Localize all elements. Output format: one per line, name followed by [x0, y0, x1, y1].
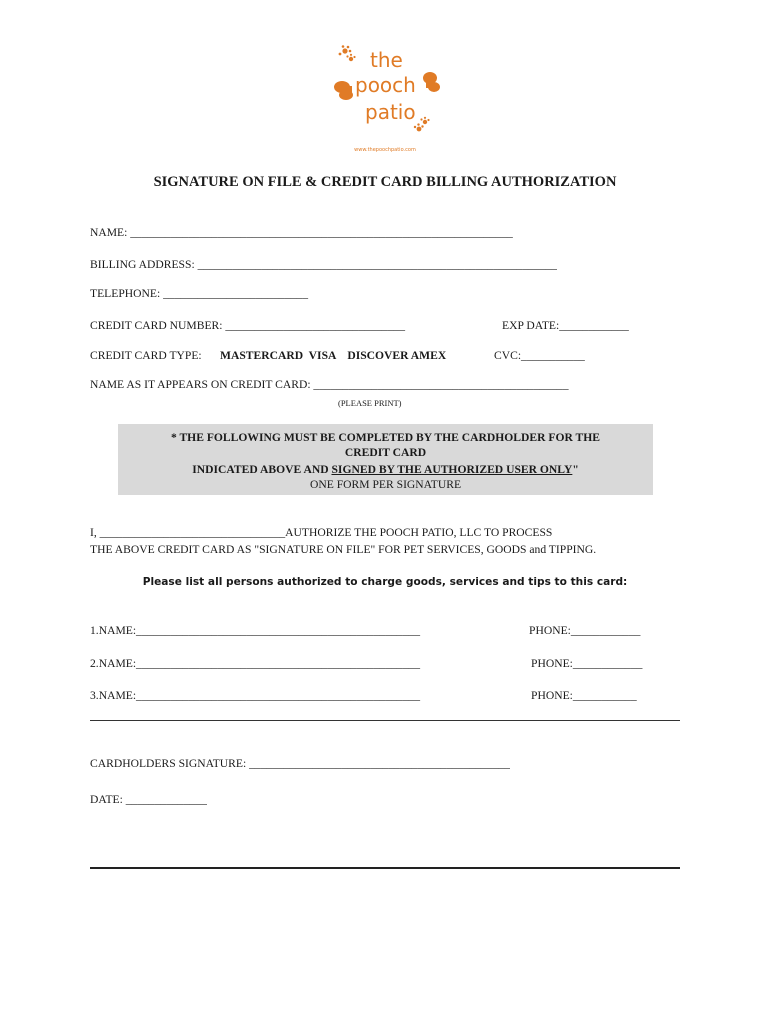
- card-type-options[interactable]: MASTERCARD VISA DISCOVER AMEX: [220, 349, 447, 362]
- card-number-field[interactable]: CREDIT CARD NUMBER: _______________________________: [90, 319, 406, 332]
- date-field[interactable]: DATE: ______________: [90, 793, 207, 806]
- name-on-card-field[interactable]: NAME AS IT APPEARS ON CREDIT CARD: ____________________________________________: [90, 378, 569, 391]
- authorization-line-2: THE ABOVE CREDIT CARD AS "SIGNATURE ON FILE" FOR PET SERVICES, GOODS and TIPPING.: [90, 543, 597, 556]
- person-3-phone-field[interactable]: PHONE:___________: [531, 689, 637, 702]
- person-1-name-field[interactable]: 1.NAME:_________________________________________________: [90, 624, 421, 637]
- authorized-persons-heading: Please list all persons authorized to charge goods, services and tips to this card:: [142, 576, 628, 588]
- person-3-name-field[interactable]: 3.NAME:_________________________________________________: [90, 689, 421, 702]
- person-1-phone-field[interactable]: PHONE:____________: [529, 624, 641, 637]
- billing-address-field[interactable]: BILLING ADDRESS: ______________________________________________________________: [90, 258, 557, 271]
- please-print-note: (PLEASE PRINT): [338, 398, 402, 408]
- section-divider: [90, 720, 680, 721]
- form-title: SIGNATURE ON FILE & CREDIT CARD BILLING AUTHORIZATION: [153, 174, 617, 190]
- cardholder-signature-field[interactable]: CARDHOLDERS SIGNATURE: _____________________________________________: [90, 757, 510, 770]
- cvc-field[interactable]: CVC:___________: [494, 349, 585, 362]
- exp-date-field[interactable]: EXP DATE:____________: [502, 319, 629, 332]
- notice-line-2: CREDIT CARD: [344, 446, 427, 459]
- pooch-patio-logo: [330, 42, 440, 142]
- paw-print-icon: [414, 117, 430, 132]
- bone-icon: [334, 81, 353, 100]
- bottom-divider: [90, 867, 680, 869]
- svg-text:the: the: [370, 48, 403, 72]
- name-field[interactable]: NAME: __________________________________________________________________: [90, 226, 513, 239]
- person-2-phone-field[interactable]: PHONE:____________: [531, 657, 643, 670]
- telephone-field[interactable]: TELEPHONE: _________________________: [90, 287, 309, 300]
- svg-text:pooch: pooch: [355, 73, 416, 97]
- cardholder-notice-box: [118, 424, 653, 495]
- paw-print-icon: [339, 45, 356, 61]
- website-url: www.thepoochpatio.com: [354, 147, 416, 153]
- svg-text:patio: patio: [365, 100, 416, 124]
- notice-line-4: ONE FORM PER SIGNATURE: [309, 478, 462, 491]
- card-type-label: CREDIT CARD TYPE:: [90, 349, 202, 362]
- notice-line-1: * THE FOLLOWING MUST BE COMPLETED BY THE CARDHOLDER FOR THE: [170, 431, 601, 444]
- authorized-user-emphasis: SIGNED BY THE AUTHORIZED USER ONLY: [331, 463, 573, 476]
- bone-icon: [423, 72, 440, 92]
- person-2-name-field[interactable]: 2.NAME:_________________________________________________: [90, 657, 421, 670]
- notice-line-3: INDICATED ABOVE AND SIGNED BY THE AUTHORIZED USER ONLY": [192, 463, 579, 476]
- authorization-line-1[interactable]: I, ________________________________AUTHORIZE THE POOCH PATIO, LLC TO PROCESS: [90, 526, 553, 539]
